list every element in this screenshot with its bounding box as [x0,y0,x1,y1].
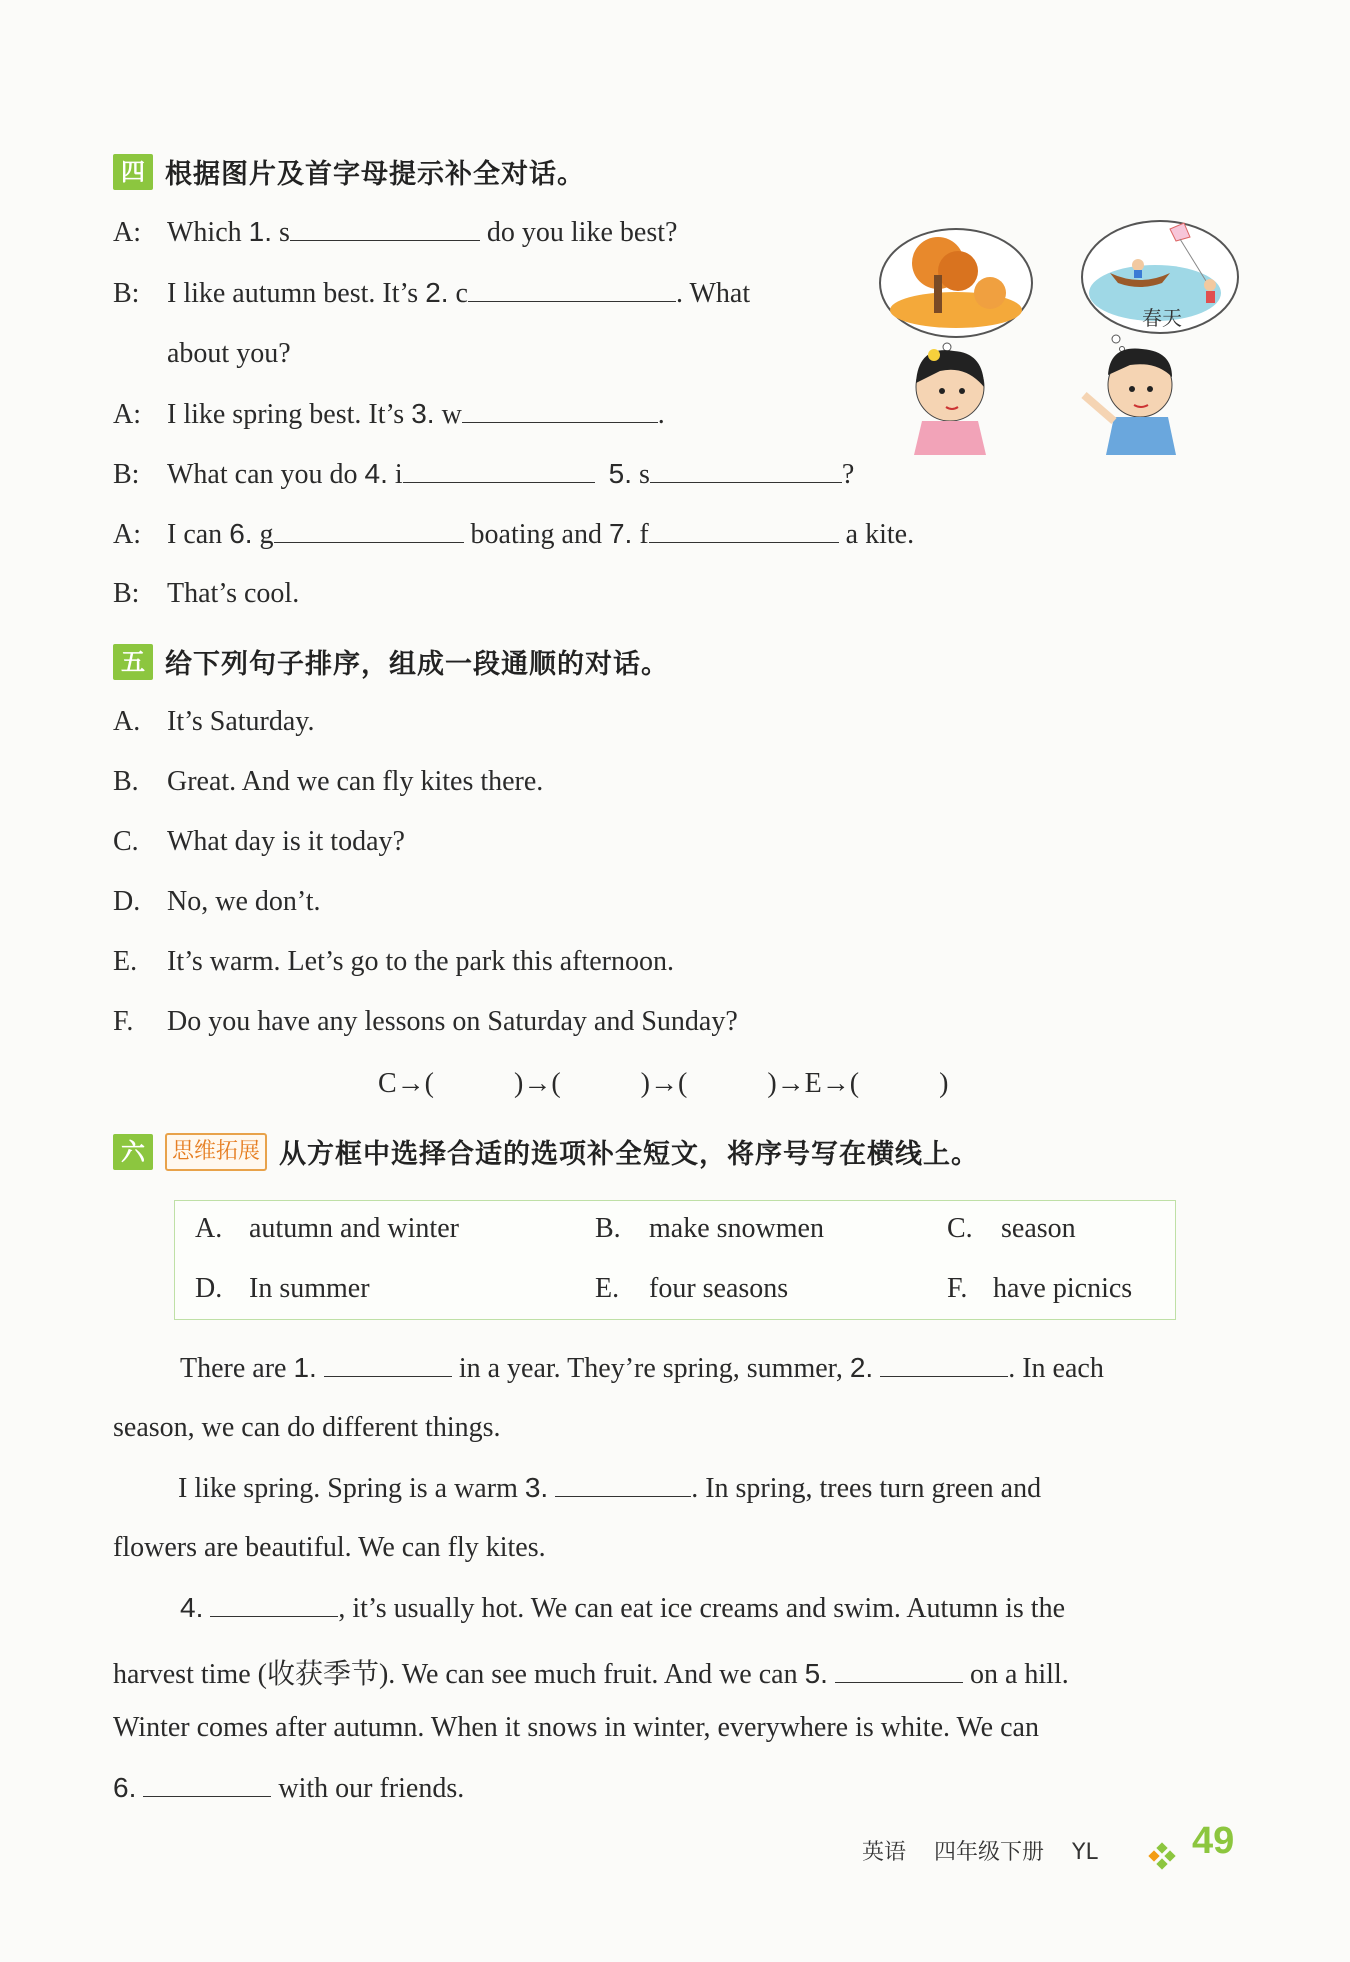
svg-text:春天: 春天 [1142,306,1182,330]
section-6-title: 从方框中选择合适的选项补全短文，将序号写在横线上。 [279,1139,980,1170]
passage-blank-4[interactable] [210,1592,338,1617]
passage-blank-6[interactable] [143,1772,271,1797]
passage-line-2: season, we can do different things. [113,1412,501,1443]
passage-line-5: 4. , it’s usually hot. We can eat ice creams and swim. Autumn is the [180,1592,1065,1624]
option-c: C. season [947,1213,1076,1244]
order-item-e: E. It’s warm. Let’s go to the park this afternoon. [113,946,674,977]
section-5-title: 给下列句子排序，组成一段通顺的对话。 [165,649,669,680]
section-4-badge: 四 [113,154,153,190]
order-item-b: B. Great. And we can fly kites there. [113,766,544,797]
passage-line-4: flowers are beautiful. We can fly kites. [113,1532,546,1563]
section-4-header [113,152,585,191]
passage-line-1: There are 1. in a year. They’re spring, summer, 2. . In each [180,1352,1104,1384]
seasons-illustration [870,215,1250,455]
order-chain: C→( )→( )→( )→E→( ) [378,1068,949,1099]
dialog-line-4: A: I like spring best. It’s 3. w . [113,398,665,430]
option-d: D. In summer [195,1273,370,1304]
thinking-extension-tag: 思维拓展 [165,1133,267,1171]
passage-line-6: harvest time (收获季节). We can see much fruit. And we can 5. on a hill. [113,1658,1069,1690]
dialog-line-1: A: Which 1. s do you like best? [113,216,678,248]
blank-5[interactable] [650,458,842,483]
option-b: B. make snowmen [595,1213,824,1244]
passage-blank-2[interactable] [880,1352,1008,1377]
girl-figure [914,349,986,455]
blank-6[interactable] [274,518,464,543]
footer-grade: 四年级下册 [934,1840,1045,1865]
page-number: 49 [1192,1820,1235,1862]
autumn-tree-bubble [880,229,1032,360]
blank-2[interactable] [468,277,676,302]
section-6-header [113,1132,979,1171]
order-item-c: C. What day is it today? [113,826,405,857]
option-a: A. autumn and winter [195,1213,459,1244]
blank-4[interactable] [403,458,595,483]
section-5-header [113,642,669,681]
section-6-badge: 六 [113,1134,153,1170]
option-e: E. four seasons [595,1273,789,1304]
options-box [174,1200,1176,1320]
option-f: F. have picnics [947,1273,1133,1304]
passage-blank-5[interactable] [835,1658,963,1683]
passage-blank-1[interactable] [324,1352,452,1377]
dialog-line-5: B: What can you do 4. i 5. s ? [113,458,855,490]
dialog-line-2: B: I like autumn best. It’s 2. c . What [113,277,751,309]
passage-line-8: 6. with our friends. [113,1772,465,1804]
blank-7[interactable] [649,518,839,543]
blank-3[interactable] [462,398,658,423]
dialog-line-3: about you? [167,338,291,369]
footer-edition: YL [1072,1840,1098,1865]
blank-1[interactable] [290,216,480,241]
passage-line-7: Winter comes after autumn. When it snows in winter, everywhere is white. We can [113,1712,1039,1743]
diamond-ornament-icon [1148,1842,1178,1872]
passage-blank-3[interactable] [555,1472,691,1497]
section-5-badge: 五 [113,644,153,680]
spring-boat-kite-bubble [1082,221,1238,352]
order-item-d: D. No, we don’t. [113,886,321,917]
passage-line-3: I like spring. Spring is a warm 3. . In spring, trees turn green and [178,1472,1042,1504]
dialog-line-7: B: That’s cool. [113,578,300,609]
section-4-title: 根据图片及首字母提示补全对话。 [165,159,585,190]
footer-subject: 英语 [862,1840,907,1865]
order-item-a: A. It’s Saturday. [113,706,315,737]
order-item-f: F. Do you have any lessons on Saturday and Sunday? [113,1006,738,1037]
dialog-line-6: A: I can 6. g boating and 7. f a kite. [113,518,915,550]
page-footer [862,1835,1098,1866]
boy-figure [1084,349,1176,455]
